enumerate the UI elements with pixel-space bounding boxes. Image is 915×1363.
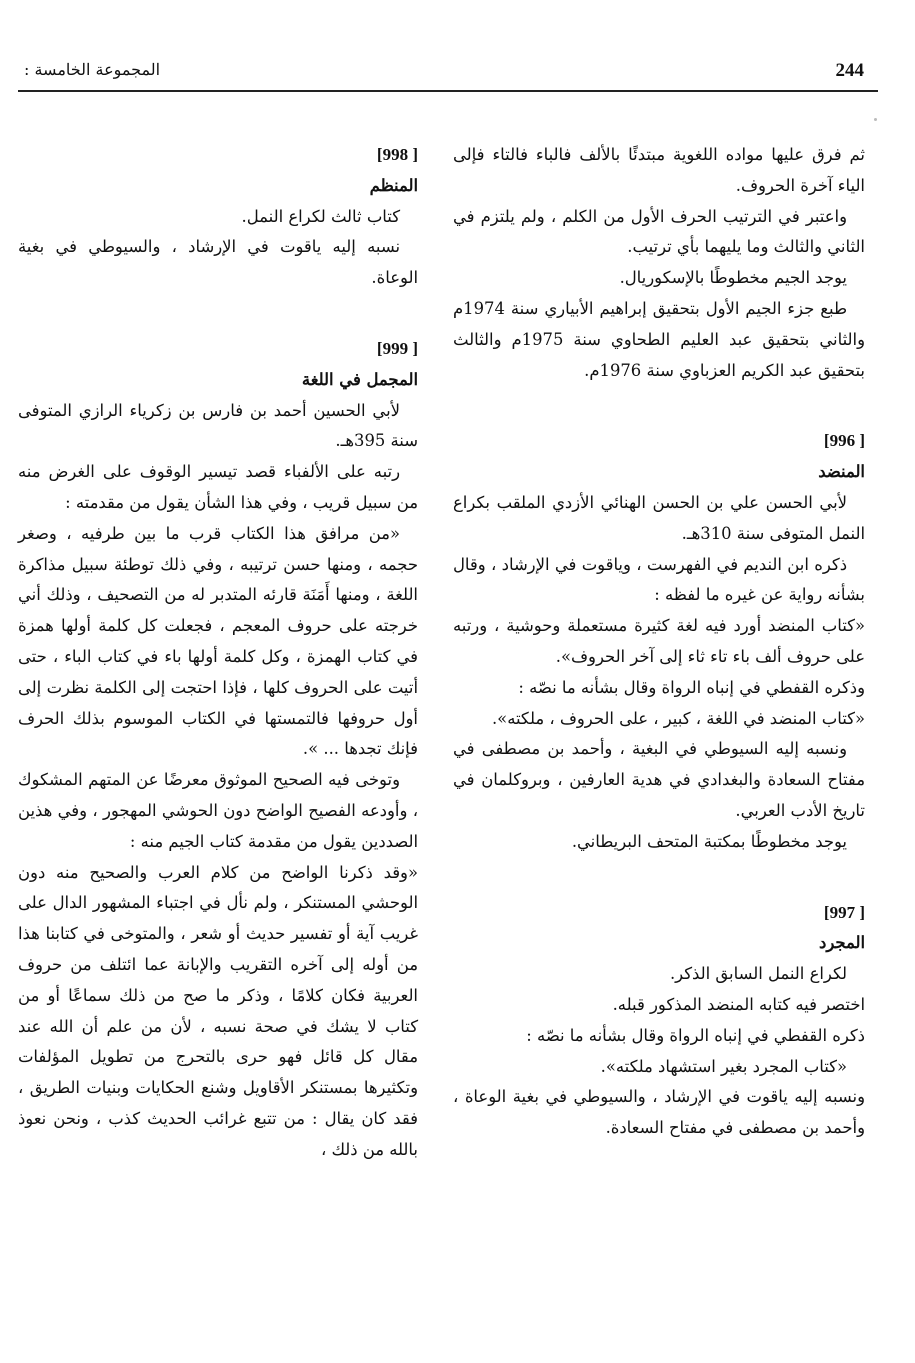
entry-998: [18, 140, 418, 294]
entry-title: المجرد: [819, 933, 865, 953]
entry-996: [453, 426, 865, 857]
entry-number: [998 ]: [376, 145, 418, 164]
page-number: 244: [835, 60, 864, 81]
spacer: [18, 294, 418, 334]
quotation-paragraph: «كتاب المنضد في اللغة ، كبير ، على الحروف ، ملكته».: [491, 708, 865, 728]
entry-paragraph: ذكره ابن النديم في الفهرست ، وياقوت في الإرشاد ، وقال بشأنه رواية عن غيره ما لفظه :: [453, 554, 865, 605]
right-column: [453, 140, 865, 1144]
intro-paragraph: واعتبر في الترتيب الحرف الأول من الكلم ، ولم يلتزم في الثاني والثالث وما يليهما بأي ترتيب.: [453, 206, 865, 257]
entry-997: [453, 898, 865, 1144]
entry-number: [996 ]: [823, 431, 865, 451]
entry-title: المنضد: [818, 462, 865, 482]
entry-paragraph: اختصر فيه كتابه المنضد المذكور قبله.: [612, 994, 865, 1014]
running-head: المجموعة الخامسة :: [24, 60, 161, 79]
entry-paragraph: ونسبه إليه السيوطي في البغية ، وأحمد بن مصطفى في مفتاح السعادة والبغدادي في هدية العارفين ، وبروكلمان في تاريخ الأدب العربي.: [453, 739, 865, 820]
quotation-paragraph: «من مرافق هذا الكتاب قرب ما بين طرفيه ، وصغر حجمه ، ومنها حسن ترتيبه ، وفي ذلك توطئة سبيل مذاكرة اللغة ، ومنها أَمَنَة قارئه المتدبر له من التصحيف ، وذلك أني خرجته على حروف المعجم ، فجعلت كل كلمة أولها همزة في كتاب الهمزة ، وكل كلمة أولها باء في كتاب الباء ، حتى أتيت على الحروف كلها ، فإذا احتجت إلى الكلمة نظرت إلى أول حروفها فالتمستها في الكتاب الموسوم بذلك الحرف فإنك تجدها ... ».: [18, 523, 418, 759]
entry-number: [999 ]: [376, 338, 418, 358]
entry-paragraph: وتوخى فيه الصحيح الموثوق معرضًا عن المتهم المشكوك ، وأودعه الفصيح الواضح دون الحوشي المهجور ، وفي هذين الصددين يقول من مقدمة كتاب الجيم منه :: [18, 770, 418, 851]
quotation-paragraph: «وقد ذكرنا الواضح من كلام العرب والصحيح منه دون الوحشي المستنكر ، ولم نأل في اجتباء المشهور الدال على غريب آية أو تفسير حديث أو شعر ، والمتوخى في كتابنا هذا من أوله إلى آخره التقريب والإبانة عما ائتلف من حروف العربية فكان كلامًا ، وذكر ما صح من ذلك سماعًا أو من كتاب لا يشك في صحة نسبه ، لأن من علم أن الله عند مقال كل قائل فهو حرى بالتحرج من تطويل المؤلفات وتكثيرها بمستنكر الأقاويل وشنع الحكايات وبنيات الطريق ، فقد كان يقال : من تتبع غرائب الحديث كذب ، ونحن نعوذ بالله من ذلك ،: [18, 862, 418, 1159]
entry-paragraph: يوجد مخطوطًا بمكتبة المتحف البريطاني.: [571, 831, 847, 851]
entry-999: [18, 334, 418, 1166]
intro-paragraph: ثم فرق عليها مواده اللغوية مبتدئًا بالألف فالباء فالتاء فإلى الياء آخرة الحروف.: [453, 145, 865, 195]
left-column: [18, 140, 418, 1166]
quotation-paragraph: «كتاب المجرد بغير استشهاد ملكته».: [600, 1056, 847, 1076]
entry-paragraph: لكراع النمل السابق الذكر.: [669, 964, 847, 984]
entry-paragraph: وذكره القفطي في إنباه الرواة وقال بشأنه ما نصّه :: [518, 677, 865, 697]
entry-title: المجمل في اللغة: [301, 369, 418, 389]
page-header: [18, 58, 878, 94]
spacer: [453, 386, 865, 426]
entry-paragraph: رتبه على الألفباء قصد تيسير الوقوف على الغرض منه من سبيل قريب ، وفي هذا الشأن يقول من مقدمته :: [18, 462, 418, 512]
intro-paragraph: طبع جزء الجيم الأول بتحقيق إبراهيم الأبياري سنة 1974م والثاني بتحقيق عبد العليم الطحاوي سنة 1975م والثالث بتحقيق عبد الكريم العزباوي سنة 1976م.: [453, 298, 865, 380]
entry-paragraph: نسبه إليه ياقوت في الإرشاد ، والسيوطي في بغية الوعاة.: [18, 237, 418, 288]
spacer: [453, 858, 865, 898]
entry-paragraph: لأبي الحسين أحمد بن فارس بن زكرياء الرازي المتوفى سنة 395هـ.: [18, 400, 418, 451]
entry-number: [997 ]: [823, 902, 865, 922]
header-rule: [18, 90, 878, 92]
entry-title: المنظم: [369, 175, 418, 195]
paper-speck: [874, 118, 877, 121]
quotation-paragraph: «كتاب المنضد أورد فيه لغة كثيرة مستعملة وحوشية ، ورتبه على حروف ألف باء تاء ثاء إلى آخر الحروف».: [453, 616, 865, 666]
intro-paragraph: يوجد الجيم مخطوطًا بالإسكوريال.: [619, 268, 847, 288]
entry-paragraph: ذكره القفطي في إنباه الرواة وقال بشأنه ما نصّه :: [526, 1025, 865, 1045]
entry-paragraph: ونسبه إليه ياقوت في الإرشاد ، والسيوطي في بغية الوعاة ، وأحمد بن مصطفى في مفتاح السعادة.: [453, 1087, 865, 1138]
entry-paragraph: لأبي الحسن علي بن الحسن الهنائي الأزدي الملقب بكراع النمل المتوفى سنة 310هـ.: [453, 492, 865, 543]
entry-paragraph: كتاب ثالث لكراع النمل.: [241, 206, 400, 226]
